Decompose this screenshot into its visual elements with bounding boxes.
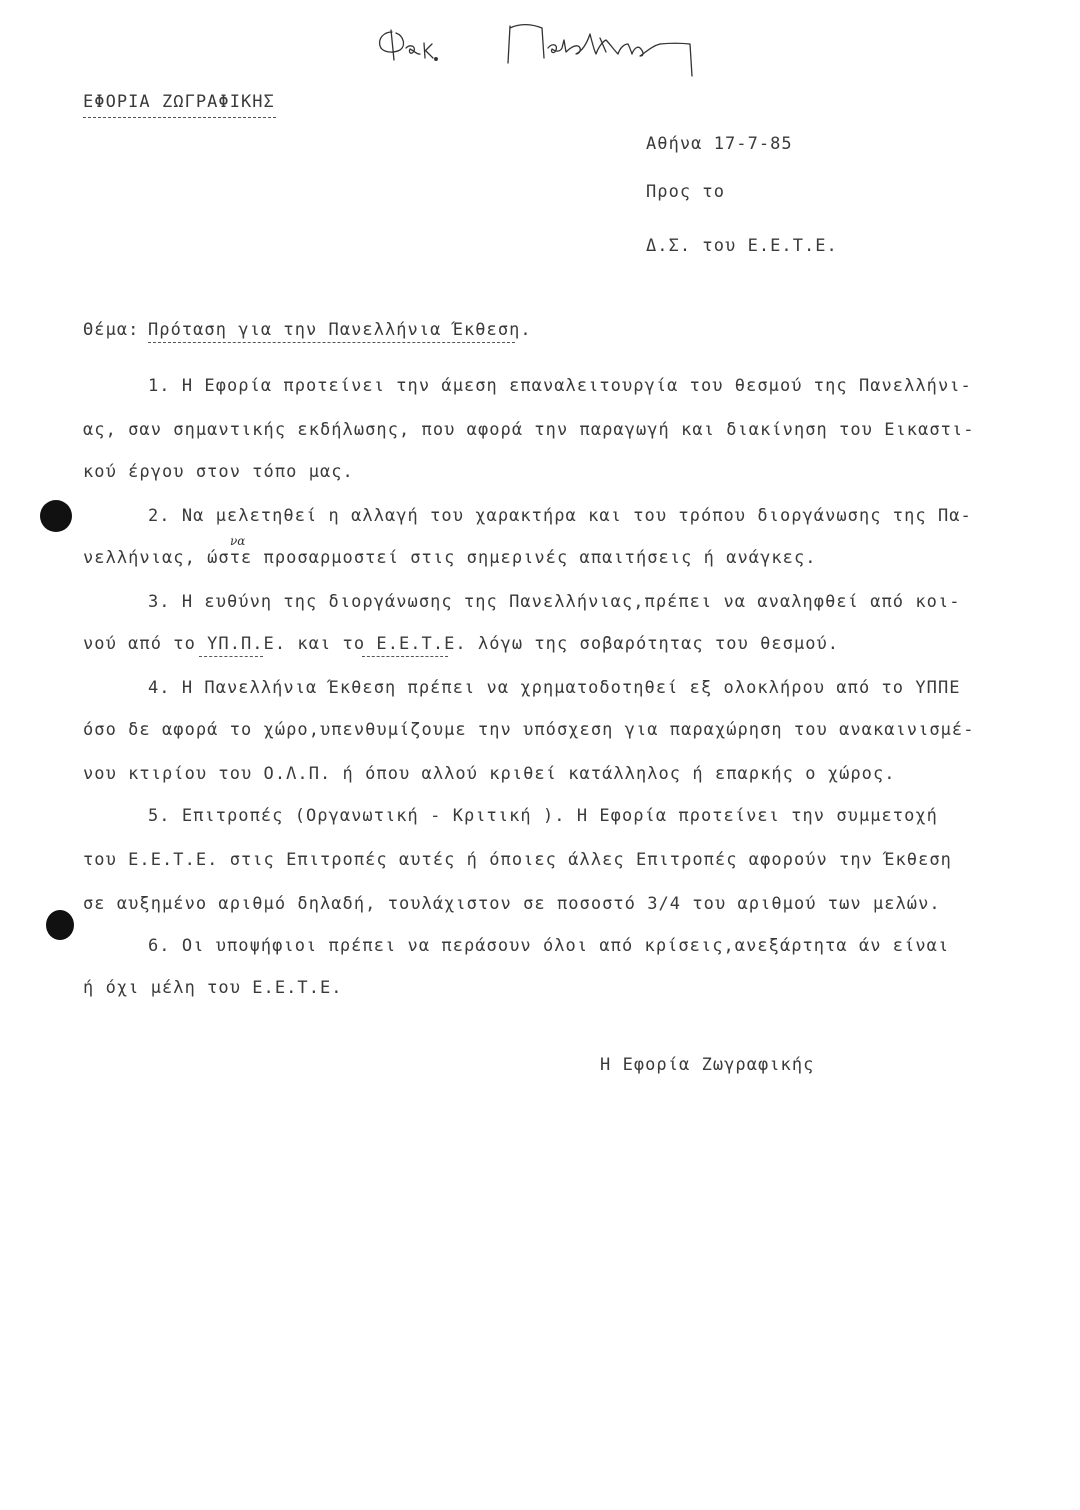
body-line-4: 2. Να μελετηθεί η αλλαγή του χαρακτήρα και του τρόπου διοργάνωσης της Πα- <box>148 506 972 526</box>
letterhead-underline <box>83 117 276 118</box>
subject-underline <box>148 342 515 343</box>
recipient-line-2: Δ.Σ. του Ε.Ε.Τ.Ε. <box>646 236 838 256</box>
body-line-1: 1. Η Εφορία προτείνει την άμεση επαναλειτουργία του θεσμού της Πανελλήνι- <box>148 376 972 396</box>
body-line-14: 6. Οι υποψήφιοι πρέπει να περάσουν όλοι από κρίσεις,ανεξάρτητα άν είναι <box>148 936 950 956</box>
signature: Η Εφορία Ζωγραφικής <box>600 1055 815 1075</box>
place-date: Αθήνα 17-7-85 <box>646 134 793 154</box>
insertion-note: να <box>230 534 246 548</box>
body-line-10: νου κτιρίου του Ο.Λ.Π. ή όπου αλλού κριθεί κατάλληλος ή επαρκής ο χώρος. <box>83 764 896 784</box>
body-line-3: κού έργου στον τόπο μας. <box>83 462 354 482</box>
body-line-7: νού από το ΥΠ.Π.Ε. και το Ε.Ε.Τ.Ε. λόγω της σοβαρότητας του θεσμού. <box>83 634 840 654</box>
body-line-8: 4. Η Πανελλήνια Έκθεση πρέπει να χρηματοδοτηθεί εξ ολοκλήρου από το ΥΠΠΕ <box>148 678 961 698</box>
body-line-6: 3. Η ευθύνη της διοργάνωσης της Πανελλήνιας,πρέπει να αναληφθεί από κοι- <box>148 592 961 612</box>
body-line-12: του Ε.Ε.Τ.Ε. στις Επιτροπές αυτές ή όποιες άλλες Επιτροπές αφορούν την Έκθεση <box>83 850 952 870</box>
body-line-13: σε αυξημένο αριθμό δηλαδή, τουλάχιστον σε ποσοστό 3/4 του αριθμού των μελών. <box>83 894 941 914</box>
letterhead: ΕΦΟΡΙΑ ΖΩΓΡΑΦΙΚΗΣ <box>83 92 275 112</box>
ypre-underline <box>199 656 263 657</box>
subject-text: Πρόταση για την Πανελλήνια Έκθεση. <box>148 320 532 340</box>
punch-hole-top <box>40 500 72 532</box>
body-line-5: νελλήνιας, ώστε προσαρμοστεί στις σημερινές απαιτήσεις ή ανάγκες. <box>83 548 817 568</box>
subject-prefix: Θέμα: <box>83 320 140 340</box>
body-line-11: 5. Επιτροπές (Οργανωτική - Κριτική ). Η Εφορία προτείνει την συμμετοχή <box>148 806 938 826</box>
handwritten-note <box>370 18 720 88</box>
recipient-line-1: Προς το <box>646 182 725 202</box>
eete-underline <box>362 656 448 657</box>
body-line-2: ας, σαν σημαντικής εκδήλωσης, που αφορά την παραγωγή και διακίνηση του Εικαστι- <box>83 420 975 440</box>
body-line-15: ή όχι μέλη του Ε.Ε.Τ.Ε. <box>83 978 343 998</box>
body-line-9: όσο δε αφορά το χώρο,υπενθυμίζουμε την υπόσχεση για παραχώρηση του ανακαινισμέ- <box>83 720 975 740</box>
punch-hole-bottom <box>46 910 74 940</box>
